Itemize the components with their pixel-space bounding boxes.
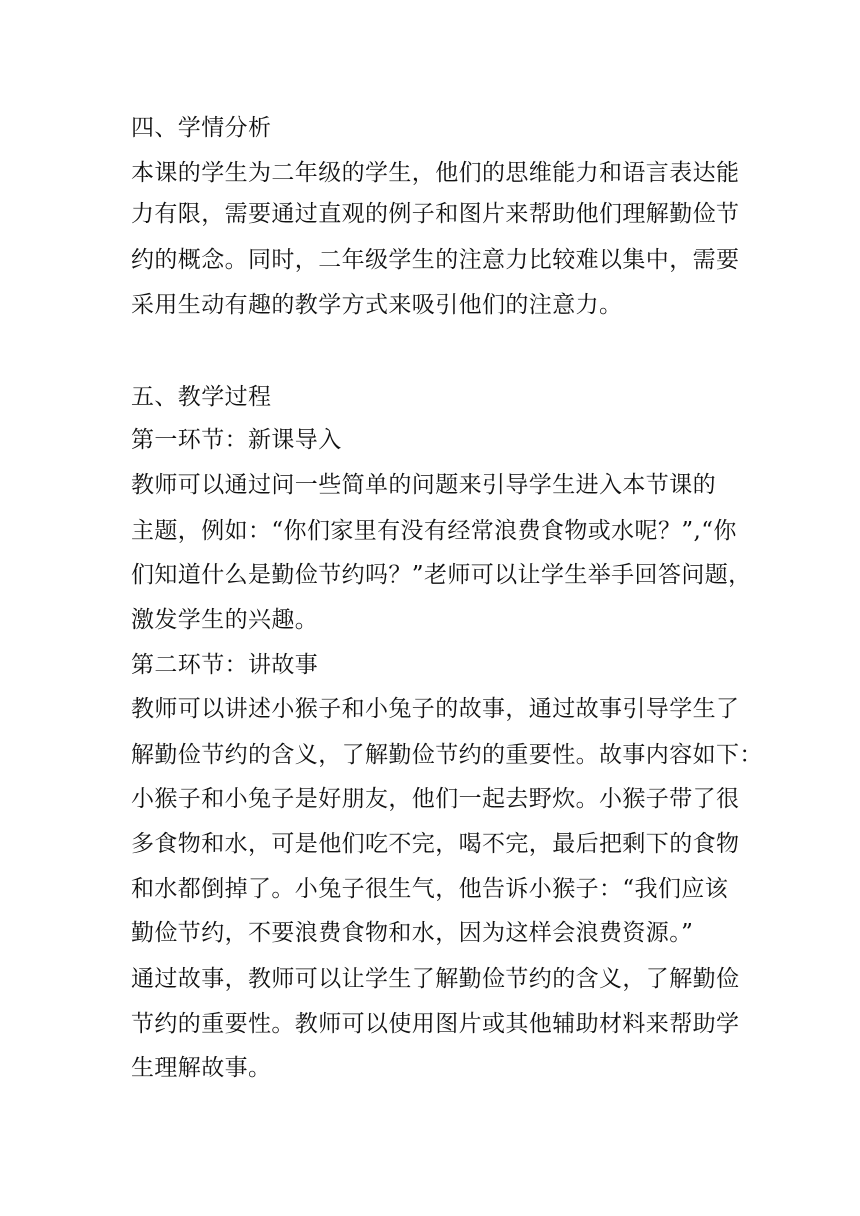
- paragraph-line: 主题，例如：“你们家里有没有经常浪费食物或水呢？”,“你: [131, 518, 737, 544]
- paragraph-line: 们知道什么是勤俭节约吗？”老师可以让学生举手回答问题，: [131, 562, 752, 588]
- paragraph-line: 教师可以讲述小猴子和小兔子的故事，通过故事引导学生了: [131, 696, 740, 722]
- paragraph-line: 多食物和水，可是他们吃不完，喝不完，最后把剩下的食物: [131, 831, 740, 857]
- paragraph-line: 节约的重要性。教师可以使用图片或其他辅助材料来帮助学: [131, 1011, 740, 1037]
- section-heading-teaching-process: 五、教学过程: [131, 384, 272, 410]
- step-title-story: 第二环节：讲故事: [131, 652, 319, 678]
- paragraph-line: 激发学生的兴趣。: [131, 607, 319, 633]
- paragraph-line: 采用生动有趣的教学方式来吸引他们的注意力。: [131, 292, 623, 318]
- paragraph-line: 生理解故事。: [131, 1055, 272, 1081]
- paragraph-line: 勤俭节约，不要浪费食物和水，因为这样会浪费资源。”: [131, 920, 694, 946]
- paragraph-line: 小猴子和小兔子是好朋友，他们一起去野炊。小猴子带了很: [131, 786, 740, 812]
- step-title-intro: 第一环节：新课导入: [131, 427, 342, 453]
- paragraph-line: 通过故事，教师可以让学生了解勤俭节约的含义，了解勤俭: [131, 966, 740, 992]
- paragraph-line: 力有限，需要通过直观的例子和图片来帮助他们理解勤俭节: [131, 201, 740, 227]
- section-heading-learning-analysis: 四、学情分析: [131, 115, 272, 141]
- paragraph-line: 本课的学生为二年级的学生，他们的思维能力和语言表达能: [131, 160, 740, 186]
- paragraph-line: 和水都倒掉了。小兔子很生气，他告诉小猴子：“我们应该: [131, 876, 729, 902]
- paragraph-line: 教师可以通过问一些简单的问题来引导学生进入本节课的: [131, 472, 716, 498]
- paragraph-line: 解勤俭节约的含义，了解勤俭节约的重要性。故事内容如下：: [131, 742, 763, 768]
- paragraph-line: 约的概念。同时，二年级学生的注意力比较难以集中，需要: [131, 247, 740, 273]
